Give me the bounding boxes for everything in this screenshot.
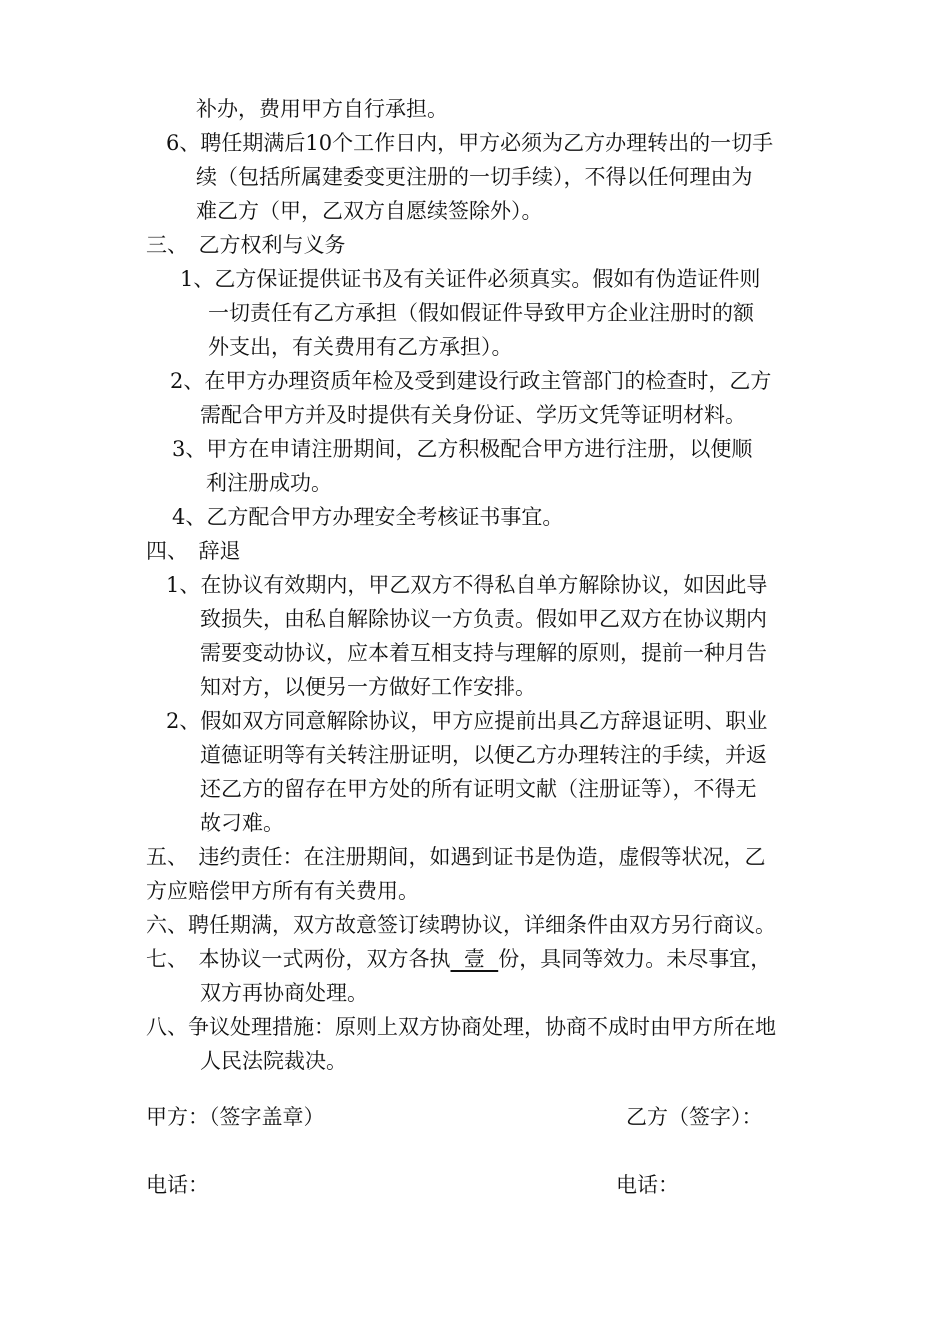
section7-text-after: 份，具同等效力。未尽事宜， [498,947,772,971]
section7-line2: 双方再协商处理。 [200,981,368,1005]
section3-item1-line3: 外支出，有关费用有乙方承担）。 [208,335,513,359]
copies-count: 壹 [450,947,499,971]
section6-line1: 六、聘任期满，双方故意签订续聘协议，详细条件由双方另行商议。 [146,913,776,937]
section3-item3-line2: 利注册成功。 [206,471,332,495]
section7-line1 [146,946,771,972]
section4-item1-line3: 需要变动协议，应本着互相支持与理解的原则，提前一种月告 [200,641,767,665]
section3-heading: 三、 乙方权利与义务 [146,233,346,257]
section5-line2: 方应赔偿甲方所有有关费用。 [146,879,419,903]
section8-line1: 八、争议处理措施：原则上双方协商处理，协商不成时由甲方所在地 [146,1015,776,1039]
section4-item1-line4: 知对方，以便另一方做好工作安排。 [200,675,536,699]
section4-item1-line2: 致损失，由私自解除协议一方负责。假如甲乙双方在协议期内 [200,607,767,631]
section2-item6-line1: 6、聘任期满后10个工作日内，甲方必须为乙方办理转出的一切手 [166,131,774,155]
party-a-phone-label: 电话： [146,1173,209,1197]
section2-item5-tail: 补办，费用甲方自行承担。 [196,97,448,121]
section2-item6-line2: 续（包括所属建委变更注册的一切手续），不得以任何理由为 [196,165,753,189]
section3-item1-line1: 1、乙方保证提供证书及有关证件必须真实。假如有伪造证件则 [180,267,761,291]
section8-line2: 人民法院裁决。 [200,1049,347,1073]
section2-item6-line3: 难乙方（甲，乙双方自愿续签除外）。 [196,199,543,223]
section4-item2-line1: 2、假如双方同意解除协议，甲方应提前出具乙方辞退证明、职业 [166,709,768,733]
section3-item4-line1: 4、乙方配合甲方办理安全考核证书事宜。 [172,505,564,529]
section4-item2-line2: 道德证明等有关转注册证明，以便乙方办理转注的手续，并返 [200,743,767,767]
section4-item1-line1: 1、在协议有效期内，甲乙双方不得私自单方解除协议，如因此导 [166,573,768,597]
section7-text-before: 七、 本协议一式两份，双方各执 [146,947,451,971]
section3-item1-line2: 一切责任有乙方承担（假如假证件导致甲方企业注册时的额 [208,301,754,325]
section4-item2-line4: 故刁难。 [200,811,284,835]
section3-item2-line1: 2、在甲方办理资质年检及受到建设行政主管部门的检查时，乙方 [170,369,772,393]
section4-item2-line3: 还乙方的留存在甲方处的所有证明文献（注册证等），不得无 [200,777,757,801]
party-a-signature-label: 甲方：（签字盖章） [146,1105,325,1129]
section4-heading: 四、 辞退 [146,539,241,563]
section5-line1: 五、 违约责任：在注册期间，如遇到证书是伪造，虚假等状况，乙 [146,845,766,869]
section3-item3-line1: 3、甲方在申请注册期间，乙方积极配合甲方进行注册，以便顺 [172,437,753,461]
section3-item2-line2: 需配合甲方并及时提供有关身份证、学历文凭等证明材料。 [200,403,746,427]
party-b-signature-label: 乙方（签字）： [626,1105,763,1129]
party-b-phone-label: 电话： [616,1173,679,1197]
